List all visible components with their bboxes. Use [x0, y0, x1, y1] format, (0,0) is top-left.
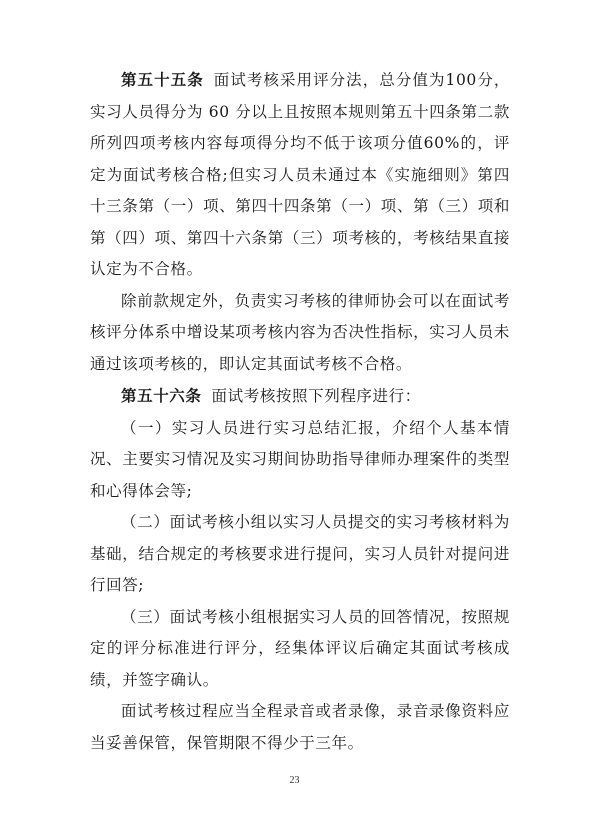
paragraph-text: 面试考核采用评分法，总分值为100分，实习人员得分为 60 分以上且按照本规则第五十四条第二款所列四项考核内容每项得分均不低于该项分值60%的，评定为面试考核合格;但实习人员未通过本《实施细则》第四十三条第（一）项、第四十四条第（一）项、第（三）项和第（四）项、第四十六条第（三）项考核的，考核结果直接认定为不合格。 [90, 71, 510, 278]
article-55-paragraph [90, 64, 510, 286]
paragraph-text: （三）面试考核小组根据实习人员的回答情况，按照规定的评分标准进行评分，经集体评议后确定其面试考核成绩，并签字确认。 [90, 607, 510, 689]
paragraph-text: 面试考核按照下列程序进行： [211, 387, 421, 405]
article-55-paragraph-2 [90, 286, 510, 381]
paragraph-text: （二）面试考核小组以实习人员提交的实习考核材料为基础，结合规定的考核要求进行提问，实习人员针对提问进行回答; [90, 513, 510, 594]
body-text [90, 64, 510, 759]
article-56-paragraph [90, 380, 510, 413]
procedure-item-2 [90, 507, 510, 602]
recording-paragraph [90, 696, 510, 759]
procedure-item-3 [90, 602, 510, 697]
paragraph-text: 面试考核过程应当全程录音或者录像，录音录像资料应当妥善保管，保管期限不得少于三年。 [90, 702, 510, 752]
procedure-item-1 [90, 413, 510, 508]
article-number: 第五十五条 [121, 70, 204, 89]
paragraph-text: 除前款规定外，负责实习考核的律师协会可以在面试考核评分体系中增设某项考核内容为否决性指标，实习人员未通过该项考核的，即认定其面试考核不合格。 [90, 291, 510, 373]
page-number: 23 [289, 775, 300, 786]
article-number: 第五十六条 [121, 386, 202, 405]
paragraph-text: （一）实习人员进行实习总结汇报，介绍个人基本情况、主要实习情况及实习期间协助指导律师办理案件的类型和心得体会等; [90, 418, 510, 500]
